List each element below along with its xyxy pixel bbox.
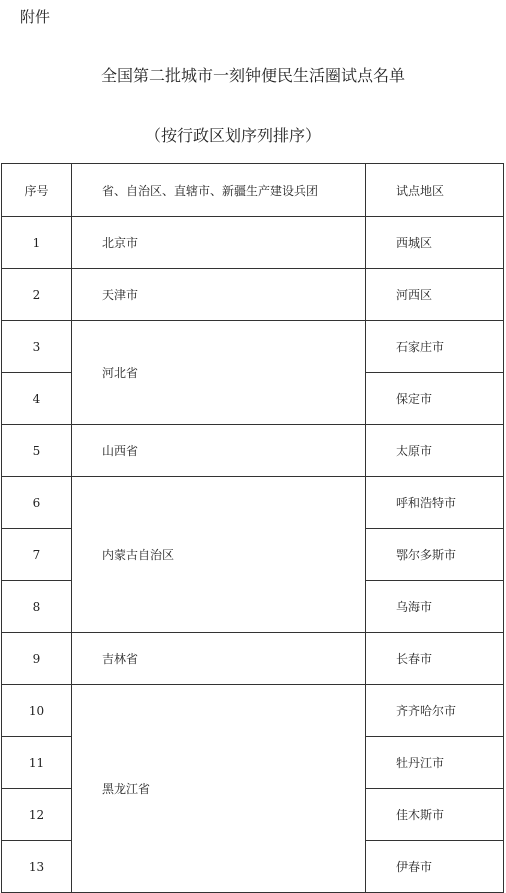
row-province: 黑龙江省 [72, 685, 366, 893]
row-index: 11 [2, 737, 72, 789]
table-row [2, 477, 504, 529]
row-index: 10 [2, 685, 72, 737]
row-index: 6 [2, 477, 72, 529]
row-area: 石家庄市 [366, 321, 504, 373]
row-index: 13 [2, 841, 72, 893]
row-area: 河西区 [366, 269, 504, 321]
row-province: 天津市 [72, 269, 366, 321]
table-row [2, 685, 504, 737]
table-row [2, 321, 504, 373]
table-row [2, 269, 504, 321]
row-area: 西城区 [366, 217, 504, 269]
row-index: 9 [2, 633, 72, 685]
table-row [2, 425, 504, 477]
row-area: 太原市 [366, 425, 504, 477]
row-index: 1 [2, 217, 72, 269]
pilot-list-table [1, 163, 504, 893]
row-area: 佳木斯市 [366, 789, 504, 841]
row-index: 4 [2, 373, 72, 425]
header-province: 省、自治区、直辖市、新疆生产建设兵团 [72, 164, 366, 217]
row-area: 牡丹江市 [366, 737, 504, 789]
row-index: 3 [2, 321, 72, 373]
row-province: 河北省 [72, 321, 366, 425]
row-area: 保定市 [366, 373, 504, 425]
row-index: 12 [2, 789, 72, 841]
row-area: 齐齐哈尔市 [366, 685, 504, 737]
table-header-row [2, 164, 504, 217]
document-title: 全国第二批城市一刻钟便民生活圈试点名单 [100, 66, 405, 85]
attachment-label: 附件 [20, 8, 51, 26]
header-area: 试点地区 [366, 164, 504, 217]
row-province: 北京市 [72, 217, 366, 269]
row-province: 吉林省 [72, 633, 366, 685]
row-area: 鄂尔多斯市 [366, 529, 504, 581]
document-subtitle: （按行政区划序列排序） [144, 126, 321, 145]
row-index: 5 [2, 425, 72, 477]
row-area: 长春市 [366, 633, 504, 685]
row-province: 内蒙古自治区 [72, 477, 366, 633]
table-row [2, 633, 504, 685]
row-index: 7 [2, 529, 72, 581]
table-row [2, 217, 504, 269]
row-index: 2 [2, 269, 72, 321]
row-area: 伊春市 [366, 841, 504, 893]
row-area: 呼和浩特市 [366, 477, 504, 529]
row-index: 8 [2, 581, 72, 633]
row-area: 乌海市 [366, 581, 504, 633]
row-province: 山西省 [72, 425, 366, 477]
header-index: 序号 [2, 164, 72, 217]
